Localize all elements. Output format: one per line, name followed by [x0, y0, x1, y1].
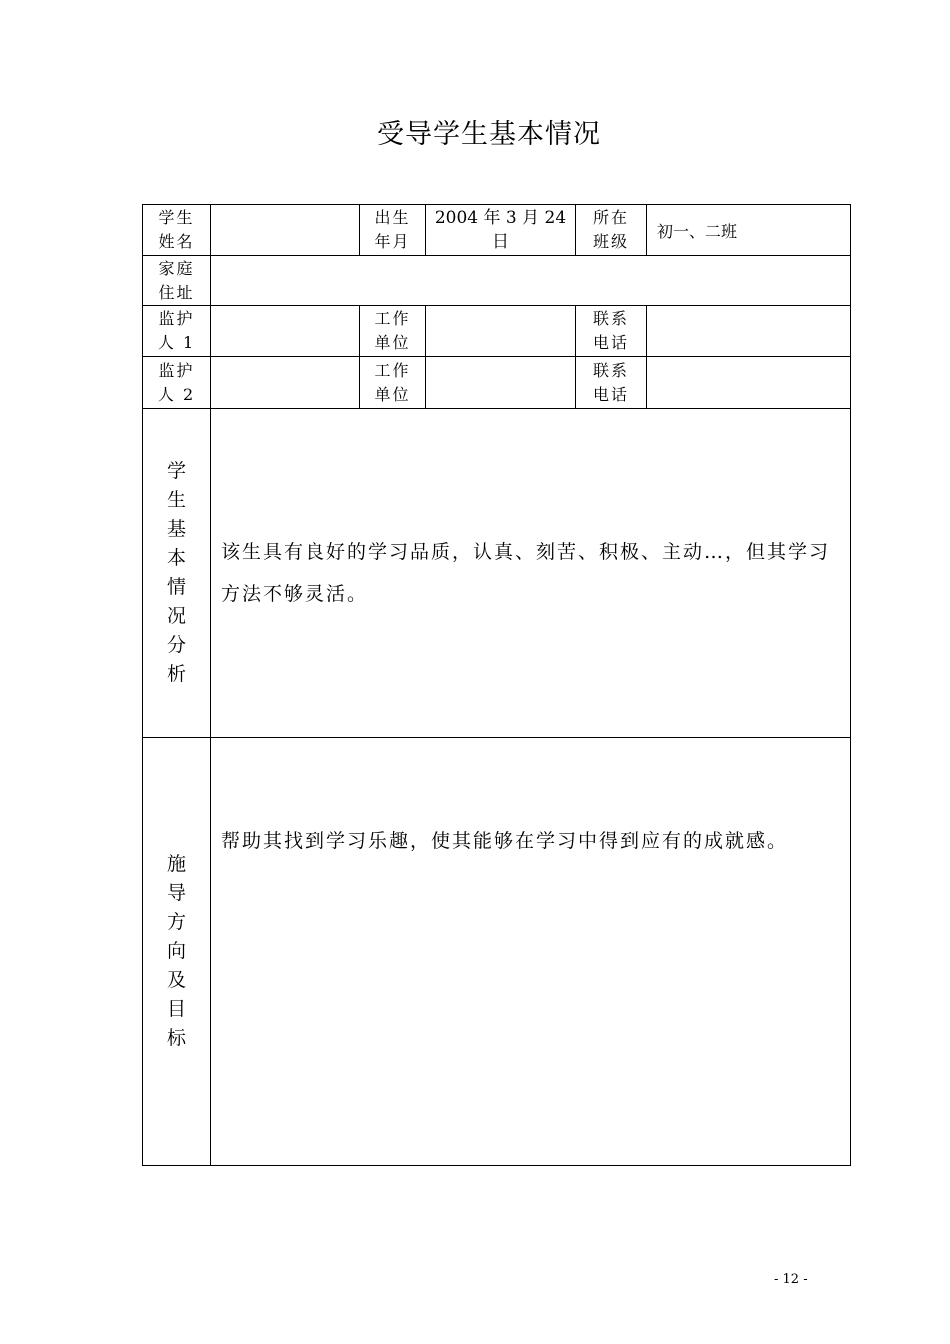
student-info-table — [142, 204, 851, 1166]
student-name-value — [211, 205, 360, 256]
page-title: 受导学生基本情况 — [377, 119, 601, 150]
guardian1-work-label: 工作 单位 — [360, 306, 426, 357]
guardian2-label: 监护 人 2 — [143, 357, 211, 409]
guardian1-phone-value — [647, 306, 851, 357]
guardian2-value — [211, 357, 360, 409]
analysis-text: 该生具有良好的学习品质，认真、刻苦、积极、主动…，但其学习方法不够灵活。 — [211, 409, 851, 738]
guardian1-work-value — [426, 306, 576, 357]
guardian1-label: 监护 人 1 — [143, 306, 211, 357]
guidance-label: 施 导 方 向 及 目 标 — [143, 738, 211, 1166]
guardian1-phone-label: 联系 电话 — [576, 306, 647, 357]
guardian1-value — [211, 306, 360, 357]
page-number: - 12 - — [774, 1272, 808, 1287]
class-label: 所在 班级 — [576, 205, 647, 256]
student-name-label: 学生 姓名 — [143, 205, 211, 256]
birth-date-label: 出生 年月 — [360, 205, 426, 256]
class-value: 初一、二班 — [647, 205, 851, 256]
guardian2-phone-value — [647, 357, 851, 409]
guidance-text: 帮助其找到学习乐趣，使其能够在学习中得到应有的成就感。 — [211, 738, 851, 1166]
guardian2-work-label: 工作 单位 — [360, 357, 426, 409]
guardian2-phone-label: 联系 电话 — [576, 357, 647, 409]
analysis-label: 学 生 基 本 情 况 分 析 — [143, 409, 211, 738]
address-value — [211, 256, 851, 306]
birth-date-value: 2004 年 3 月 24 日 — [426, 205, 576, 256]
address-label: 家庭 住址 — [143, 256, 211, 306]
guardian2-work-value — [426, 357, 576, 409]
